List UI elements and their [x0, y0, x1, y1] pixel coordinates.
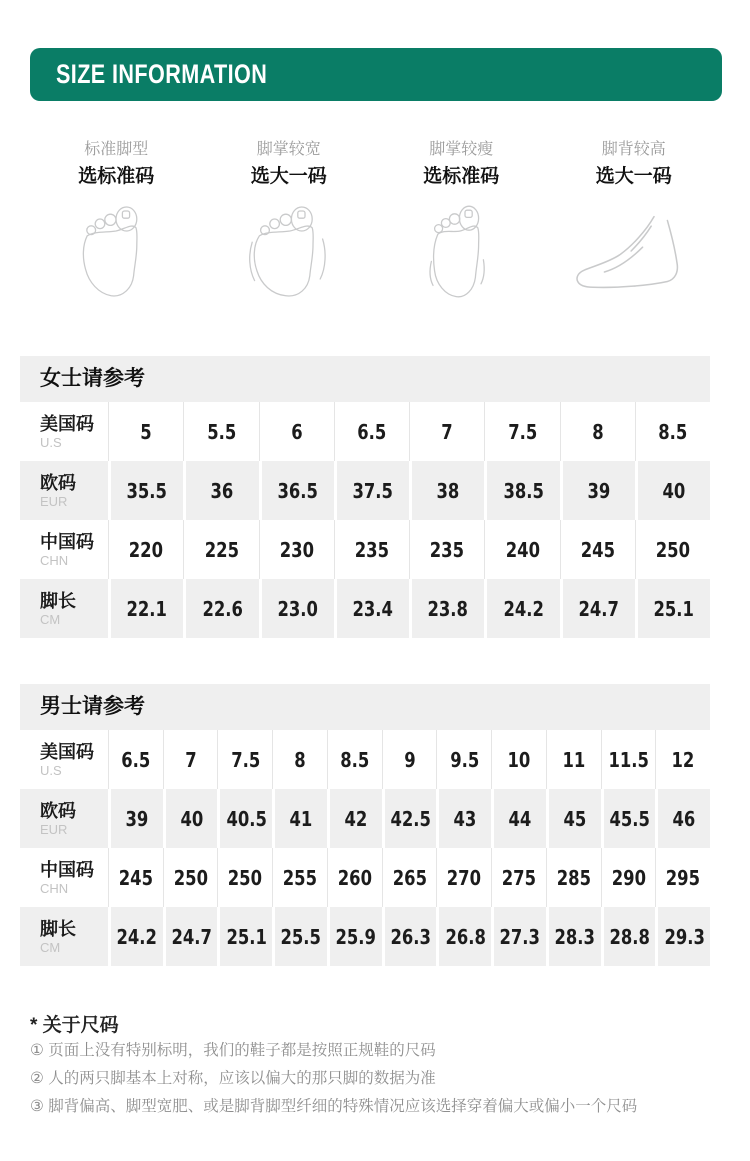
row-sublabel: EUR	[40, 493, 68, 509]
row-label-cell	[20, 730, 108, 789]
women-size-table	[20, 356, 710, 638]
foot-advice-label: 选大一码	[250, 166, 327, 187]
foot-advice-label: 选标准码	[78, 166, 155, 187]
row-label: 美国码	[40, 741, 94, 762]
size-value-cell: 42.5	[382, 789, 437, 848]
row-sublabel: CM	[40, 939, 61, 955]
size-value-cell: 220	[108, 520, 183, 579]
table-row-us	[20, 402, 710, 461]
size-value-cell: 290	[601, 848, 656, 907]
size-value-cell: 6.5	[108, 730, 163, 789]
size-value-cell: 39	[560, 461, 635, 520]
size-value-cell: 45.5	[601, 789, 656, 848]
size-value-cell: 28.8	[601, 907, 656, 966]
foot-type-guide	[30, 139, 720, 308]
size-value-cell: 8.5	[635, 402, 710, 461]
table-row-chn	[20, 848, 710, 907]
size-value-cell: 7.5	[484, 402, 559, 461]
size-value-cell: 36.5	[259, 461, 334, 520]
table-row-eur	[20, 789, 710, 848]
size-value-cell: 270	[436, 848, 491, 907]
women-table-title: 女士请参考	[20, 356, 710, 402]
size-value-cell: 24.7	[163, 907, 218, 966]
size-value-cell: 275	[491, 848, 546, 907]
size-value-cell: 11	[546, 730, 601, 789]
foot-wide-icon	[237, 199, 341, 303]
size-value-cell: 24.2	[484, 579, 559, 638]
size-value-cell: 25.1	[217, 907, 272, 966]
foot-type-label: 脚背较高	[601, 141, 666, 158]
size-value-cell: 285	[546, 848, 601, 907]
foot-advice-label: 选标准码	[423, 166, 500, 187]
row-sublabel: CHN	[40, 880, 69, 896]
table-row-footlength	[20, 579, 710, 638]
size-value-cell: 235	[334, 520, 409, 579]
size-value-cell: 36	[183, 461, 258, 520]
size-value-cell: 265	[382, 848, 437, 907]
size-value-cell: 37.5	[334, 461, 409, 520]
table-row-us	[20, 730, 710, 789]
size-value-cell: 23.8	[409, 579, 484, 638]
size-value-cell: 245	[108, 848, 163, 907]
size-value-cell: 23.0	[259, 579, 334, 638]
size-value-cell: 8.5	[327, 730, 382, 789]
size-value-cell: 8	[560, 402, 635, 461]
size-value-cell: 25.5	[272, 907, 327, 966]
row-values	[108, 789, 710, 848]
size-value-cell: 35.5	[108, 461, 183, 520]
size-value-cell: 23.4	[334, 579, 409, 638]
foot-advice-label: 选大一码	[595, 166, 672, 187]
size-value-cell: 250	[163, 848, 218, 907]
size-value-cell: 255	[272, 848, 327, 907]
size-value-cell: 6	[259, 402, 334, 461]
size-value-cell: 230	[259, 520, 334, 579]
row-label: 脚长	[40, 590, 76, 611]
size-value-cell: 11.5	[601, 730, 656, 789]
size-value-cell: 40	[635, 461, 710, 520]
row-label-cell	[20, 461, 108, 520]
size-value-cell: 22.1	[108, 579, 183, 638]
size-value-cell: 45	[546, 789, 601, 848]
foot-type-item-high-instep	[548, 139, 721, 308]
note-item-3: ③ 脚背偏高、脚型宽肥、或是脚背脚型纤细的特殊情况应该选择穿着偏大或偏小一个尺码	[30, 1098, 638, 1115]
size-value-cell: 24.2	[108, 907, 163, 966]
size-value-cell: 29.3	[655, 907, 710, 966]
row-values	[108, 730, 710, 789]
row-label-cell	[20, 520, 108, 579]
foot-type-label: 标准脚型	[84, 141, 149, 158]
size-value-cell: 7	[409, 402, 484, 461]
row-label: 欧码	[40, 472, 76, 493]
table-row-footlength	[20, 907, 710, 966]
row-sublabel: CM	[40, 611, 61, 627]
row-label-cell	[20, 848, 108, 907]
table-row-eur	[20, 461, 710, 520]
row-values	[108, 579, 710, 638]
size-value-cell: 41	[272, 789, 327, 848]
size-value-cell: 5.5	[183, 402, 258, 461]
size-value-cell: 7.5	[217, 730, 272, 789]
foot-type-label: 脚掌较宽	[256, 141, 321, 158]
size-value-cell: 44	[491, 789, 546, 848]
size-value-cell: 39	[108, 789, 163, 848]
size-value-cell: 7	[163, 730, 218, 789]
size-value-cell: 38	[409, 461, 484, 520]
size-value-cell: 9	[382, 730, 437, 789]
size-value-cell: 25.9	[327, 907, 382, 966]
note-item-2: ② 人的两只脚基本上对称，应该以偏大的那只脚的数据为准	[30, 1070, 436, 1087]
foot-narrow-icon	[409, 199, 513, 303]
row-sublabel: U.S	[40, 762, 62, 778]
size-value-cell: 260	[327, 848, 382, 907]
notes-title: * 关于尺码	[30, 1015, 119, 1036]
size-value-cell: 43	[436, 789, 491, 848]
size-value-cell: 6.5	[334, 402, 409, 461]
size-notes	[30, 1010, 720, 1121]
row-values	[108, 461, 710, 520]
row-label: 中国码	[40, 859, 94, 880]
row-label: 美国码	[40, 413, 94, 434]
size-information-header	[30, 48, 722, 101]
foot-high-instep-icon	[572, 199, 696, 303]
size-value-cell: 10	[491, 730, 546, 789]
row-label-cell	[20, 402, 108, 461]
row-sublabel: CHN	[40, 552, 69, 568]
size-value-cell: 40.5	[217, 789, 272, 848]
size-value-cell: 25.1	[635, 579, 710, 638]
table-row-chn	[20, 520, 710, 579]
size-value-cell: 42	[327, 789, 382, 848]
size-value-cell: 295	[655, 848, 710, 907]
row-label: 欧码	[40, 800, 76, 821]
size-value-cell: 24.7	[560, 579, 635, 638]
size-value-cell: 40	[163, 789, 218, 848]
size-value-cell: 245	[560, 520, 635, 579]
page-title: SIZE INFORMATION	[56, 59, 268, 89]
row-values	[108, 402, 710, 461]
size-value-cell: 235	[409, 520, 484, 579]
size-value-cell: 22.6	[183, 579, 258, 638]
size-value-cell: 9.5	[436, 730, 491, 789]
row-label: 中国码	[40, 531, 94, 552]
size-value-cell: 250	[217, 848, 272, 907]
note-item-1: ① 页面上没有特别标明，我们的鞋子都是按照正规鞋的尺码	[30, 1042, 436, 1059]
size-value-cell: 225	[183, 520, 258, 579]
size-value-cell: 27.3	[491, 907, 546, 966]
size-value-cell: 240	[484, 520, 559, 579]
row-label: 脚长	[40, 918, 76, 939]
row-label-cell	[20, 789, 108, 848]
row-sublabel: EUR	[40, 821, 68, 837]
size-value-cell: 46	[655, 789, 710, 848]
size-value-cell: 26.8	[436, 907, 491, 966]
row-values	[108, 848, 710, 907]
size-value-cell: 38.5	[484, 461, 559, 520]
size-value-cell: 8	[272, 730, 327, 789]
size-value-cell: 26.3	[382, 907, 437, 966]
row-values	[108, 520, 710, 579]
foot-type-item-standard	[30, 139, 203, 308]
foot-standard-icon	[64, 199, 168, 303]
size-value-cell: 12	[655, 730, 710, 789]
men-table-title: 男士请参考	[20, 684, 710, 730]
row-values	[108, 907, 710, 966]
size-value-cell: 5	[108, 402, 183, 461]
foot-type-label: 脚掌较瘦	[429, 141, 494, 158]
size-value-cell: 28.3	[546, 907, 601, 966]
foot-type-item-narrow	[375, 139, 548, 308]
foot-type-item-wide	[203, 139, 376, 308]
men-size-table	[20, 684, 710, 966]
row-label-cell	[20, 907, 108, 966]
size-value-cell: 250	[635, 520, 710, 579]
row-sublabel: U.S	[40, 434, 62, 450]
row-label-cell	[20, 579, 108, 638]
